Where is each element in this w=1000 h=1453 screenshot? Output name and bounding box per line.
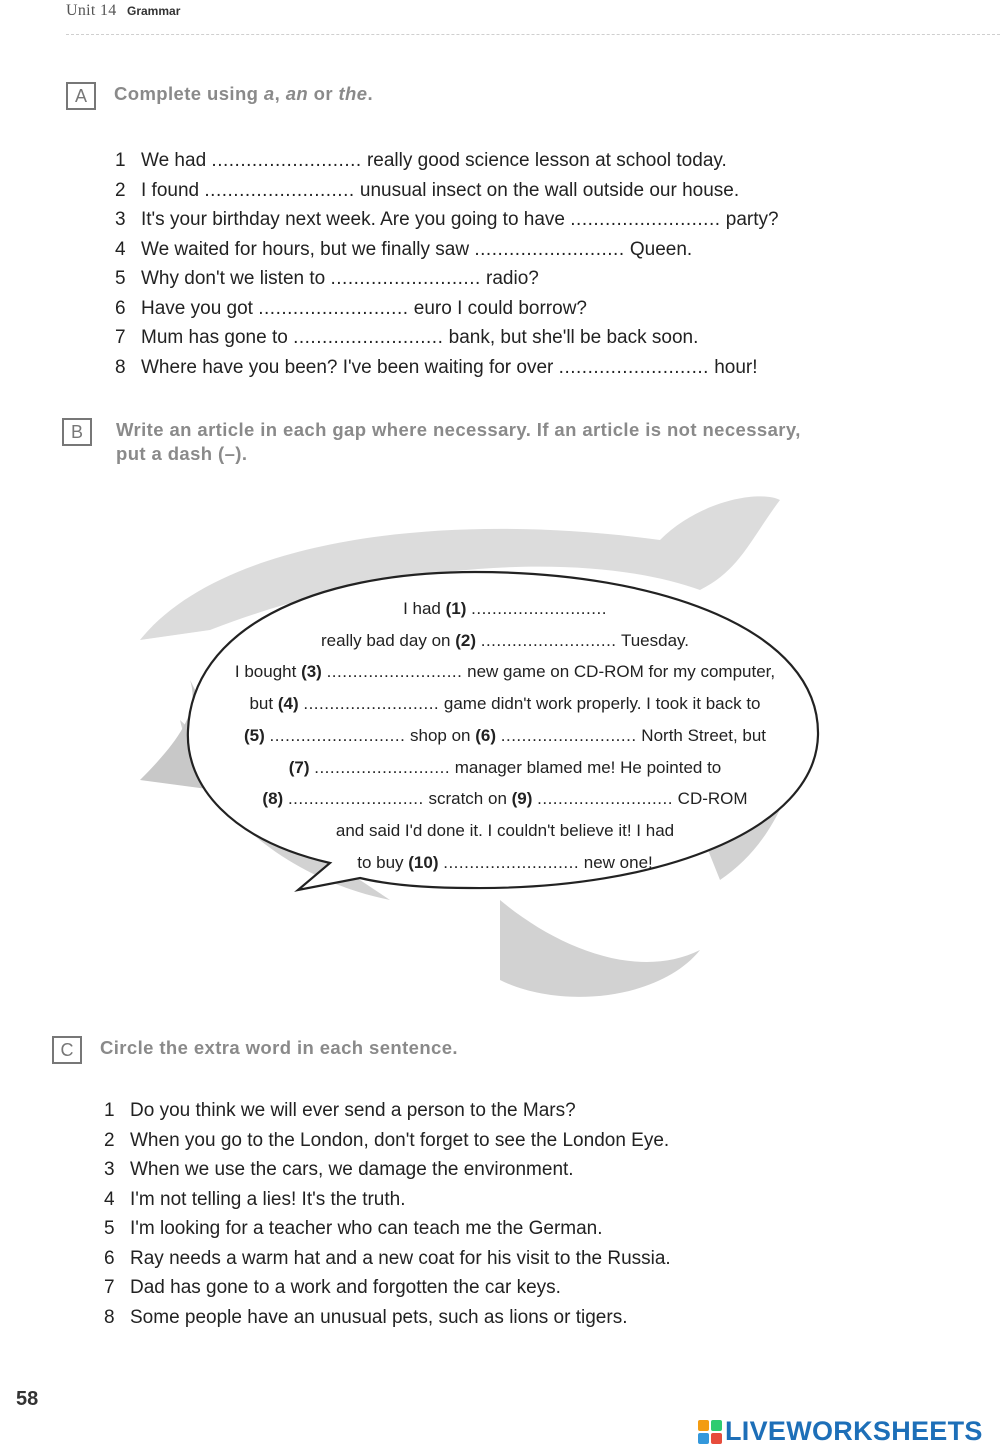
exercise-item (104, 1126, 671, 1156)
section-c-letter: C (52, 1036, 82, 1064)
gap-6-number: (6) (475, 725, 497, 745)
exercise-item (115, 205, 779, 235)
section-b-letter: B (62, 418, 92, 446)
exercise-item (115, 353, 779, 383)
exercise-item (115, 176, 779, 206)
gap-10: .......................... (443, 852, 580, 872)
exercise-item (115, 146, 779, 176)
exercise-item (104, 1185, 671, 1215)
item-text: Dad has gone to a work and forgotten the car keys. (130, 1277, 561, 1298)
page-number: 58 (16, 1388, 39, 1410)
bubble-line-3: I bought (3) .......................... new game on CD-ROM for my computer, (234, 662, 776, 682)
bubble-line-6: (7) .......................... manager blamed me! He pointed to (288, 757, 722, 777)
gap-4: .......................... (303, 694, 440, 714)
exercise-item (104, 1244, 671, 1274)
item-number: 5 (115, 268, 126, 289)
gap-7: .......................... (314, 757, 451, 777)
liveworksheets-brand[interactable] (697, 1416, 983, 1447)
item-number: 3 (104, 1159, 115, 1180)
bubble-line-4: but (4) .......................... game didn't work properly. I took it back to (249, 694, 761, 714)
answer-blank[interactable]: .......................... (211, 150, 362, 171)
section-b-instruction-line1: Write an article in each gap where necessary. If an article is not necessary, (116, 419, 801, 440)
bubble-line-2: really bad day on (2) .......................... Tuesday. (321, 630, 689, 650)
gap-3-number: (3) (301, 662, 322, 682)
brand-text: LIVEWORKSHEETS (725, 1416, 983, 1446)
item-number: 4 (104, 1188, 115, 1210)
gap-10-number: (10) (408, 852, 439, 872)
gap-8-number: (8) (262, 789, 284, 809)
section-a-letter: A (66, 82, 96, 110)
item-text: We had .......................... really good science lesson at school today. (141, 150, 727, 171)
item-number: 1 (104, 1100, 115, 1121)
item-number: 7 (104, 1277, 115, 1298)
section-a-list (115, 146, 779, 382)
section-a-heading (66, 82, 373, 110)
section-b-instruction-line2: put a dash (–). (116, 443, 248, 464)
gap-3: .......................... (326, 662, 463, 682)
item-number: 5 (104, 1218, 115, 1239)
item-text: It's your birthday next week. Are you going to have .......................... party? (141, 209, 779, 230)
exercise-item (104, 1096, 671, 1126)
gap-9: .......................... (537, 789, 673, 809)
bubble-line-1: I had (1) .......................... (403, 599, 607, 618)
exercise-item (104, 1214, 671, 1244)
item-text: I'm not telling a lies! It's the truth. (130, 1188, 406, 1210)
exercise-item (115, 294, 779, 324)
answer-blank[interactable]: .......................... (558, 356, 709, 378)
exercise-item (104, 1155, 671, 1185)
exercise-item (104, 1273, 671, 1303)
answer-blank[interactable]: .......................... (204, 179, 355, 201)
item-text: Do you think we will ever send a person to the Mars? (130, 1100, 576, 1121)
item-text: Some people have an unusual pets, such as lions or tigers. (130, 1306, 628, 1328)
gap-2: .......................... (480, 630, 617, 650)
gap-5-number: (5) (243, 725, 265, 745)
item-text: I found .......................... unusual insect on the wall outside our house. (141, 179, 740, 201)
section-c-list (104, 1096, 671, 1332)
item-text: Have you got .......................... euro I could borrow? (141, 297, 587, 319)
item-number: 3 (115, 209, 126, 230)
gap-2-number: (2) (455, 630, 476, 650)
gap-6: .......................... (500, 725, 637, 745)
exercise-item (115, 323, 779, 353)
bubble-line-9: to buy (10) .......................... new one! (357, 852, 653, 872)
item-text: Ray needs a warm hat and a new coat for his visit to the Russia. (130, 1247, 671, 1269)
item-number: 7 (115, 327, 126, 348)
section-label: Grammar (127, 4, 181, 18)
item-number: 4 (115, 238, 126, 260)
gap-8: .......................... (287, 789, 424, 809)
answer-blank[interactable]: .......................... (330, 268, 481, 289)
section-b-instruction (116, 418, 801, 466)
exercise-item (104, 1303, 671, 1333)
section-c-heading (52, 1036, 458, 1064)
bubble-line-8: and said I'd done it. I couldn't believe it! I had (335, 820, 675, 840)
bubble-line-5: (5) .......................... shop on (6) .......................... North Street, but (243, 725, 767, 745)
item-number: 6 (115, 297, 126, 319)
gap-9-number: (9) (511, 789, 533, 809)
section-c-instruction: Circle the extra word in each sentence. (100, 1037, 458, 1058)
section-b-heading (62, 418, 801, 466)
speech-bubble-text (195, 593, 815, 878)
unit-label: Unit 14 (66, 2, 117, 19)
section-a-instruction: Complete using a, an or the. (114, 83, 373, 104)
item-number: 2 (115, 179, 126, 201)
gap-4-number: (4) (277, 694, 299, 714)
exercise-item (115, 235, 779, 265)
item-text: When you go to the London, don't forget to see the London Eye. (130, 1129, 670, 1151)
answer-blank[interactable]: .......................... (293, 327, 444, 348)
item-text: Mum has gone to .......................... bank, but she'll be back soon. (141, 327, 699, 348)
gap-5: .......................... (269, 725, 406, 745)
answer-blank[interactable]: .......................... (474, 238, 625, 260)
item-text: Where have you been? I've been waiting for over .......................... hour! (141, 356, 758, 378)
item-text: When we use the cars, we damage the environment. (130, 1159, 574, 1180)
item-number: 6 (104, 1247, 115, 1269)
item-text: I'm looking for a teacher who can teach me the German. (130, 1218, 603, 1239)
gap-1: .......................... (471, 599, 607, 618)
bubble-line-7: (8) .......................... scratch on (9) .......................... CD-ROM (262, 789, 748, 809)
item-number: 1 (115, 150, 126, 171)
liveworksheets-logo-icon (697, 1419, 723, 1445)
item-number: 8 (115, 356, 126, 378)
item-number: 8 (104, 1306, 115, 1328)
answer-blank[interactable]: .......................... (570, 209, 721, 230)
item-text: We waited for hours, but we finally saw .......................... Queen. (141, 238, 693, 260)
item-text: Why don't we listen to .......................... radio? (141, 268, 539, 289)
gap-7-number: (7) (288, 757, 310, 777)
item-number: 2 (104, 1129, 115, 1151)
exercise-item (115, 264, 779, 294)
answer-blank[interactable]: .......................... (258, 297, 409, 319)
page-header (66, 2, 1000, 35)
gap-1-number: (1) (445, 599, 467, 618)
